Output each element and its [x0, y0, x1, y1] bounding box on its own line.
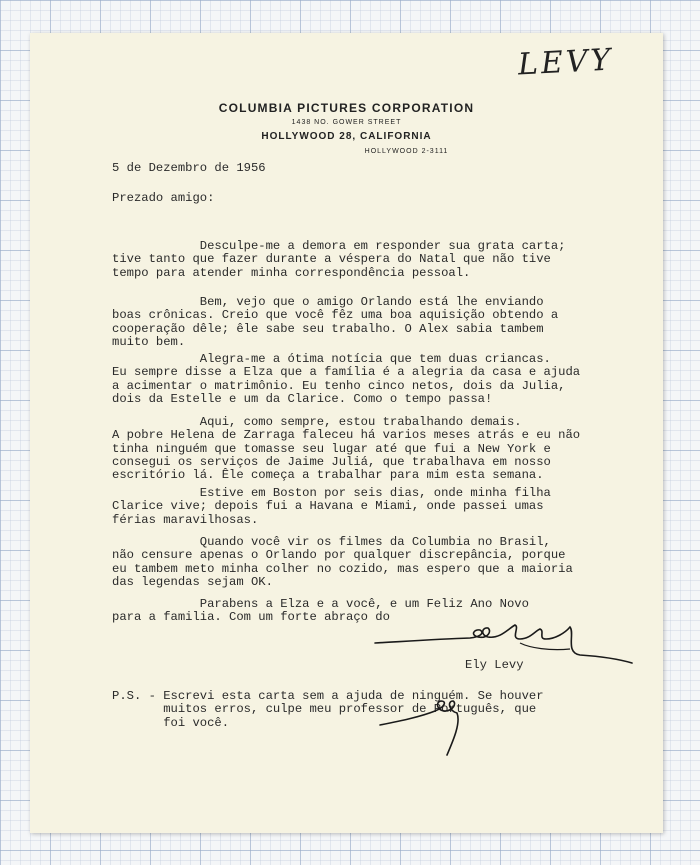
- company-city: HOLLYWOOD 28, CALIFORNIA: [261, 131, 432, 142]
- paragraph: Alegra-me a ótima notícia que tem duas criancas. Eu sempre disse a Elza que a família é a alegria da casa e ajuda a acimentar o matrimônio. Eu tenho cinco netos, dois da Julia, dois da Estelle e um da Clarice. Como o tempo passa!: [112, 352, 581, 406]
- signature-name: Ely Levy: [465, 658, 524, 672]
- handwritten-corner-note: LEVY: [516, 42, 614, 83]
- paragraph: Bem, vejo que o amigo Orlando está lhe enviando boas crônicas. Creio que você fêz uma boa aquisição obtendo a cooperação dêle; êle sabe seu trabalho. O Alex sabia tambem muito bem.: [112, 295, 559, 349]
- paragraph: Parabens a Elza e a você, e um Feliz Ano Novo para a familia. Com um forte abraço do: [112, 597, 529, 625]
- paragraph: Desculpe-me a demora em responder sua grata carta; tive tanto que fazer durante a véspera do Natal que não tive tempo para atender minha correspondência pessoal.: [112, 239, 566, 280]
- company-phone: HOLLYWOOD 2-3111: [364, 148, 449, 155]
- handwritten-initials: [375, 693, 475, 763]
- company-street: 1438 NO. GOWER STREET: [291, 119, 402, 126]
- paragraph: Estive em Boston por seis dias, onde minha filha Clarice vive; depois fui a Havana e Miami, onde passei umas férias maravilhosas.: [112, 486, 551, 527]
- letter-date: 5 de Dezembro de 1956: [112, 161, 266, 175]
- letter-greeting: Prezado amigo:: [112, 191, 215, 205]
- company-name: COLUMBIA PICTURES CORPORATION: [218, 101, 475, 115]
- letterhead: [30, 101, 663, 155]
- postscript: P.S. - Escrevi esta carta sem a ajuda de ninguém. Se houver muitos erros, culpe meu professor de Português, que foi você.: [112, 689, 544, 730]
- paragraph: Aqui, como sempre, estou trabalhando demais. A pobre Helena de Zarraga faleceu há varios meses atrás e eu não tinha ninguém que tomasse seu lugar até que fui a New York e consegui os serviços de Jaime Juliá, que trabalhava em nosso escritório lá. Êle começa a trabalhar para mim esta semana.: [112, 415, 581, 483]
- paragraph: Quando você vir os filmes da Columbia no Brasil, não censure apenas o Orlando por qualquer discrepância, porque eu tambem meto minha colher no cozido, mas espero que a maioria das legendas sejam OK.: [112, 535, 573, 589]
- letter-paper: [30, 33, 663, 833]
